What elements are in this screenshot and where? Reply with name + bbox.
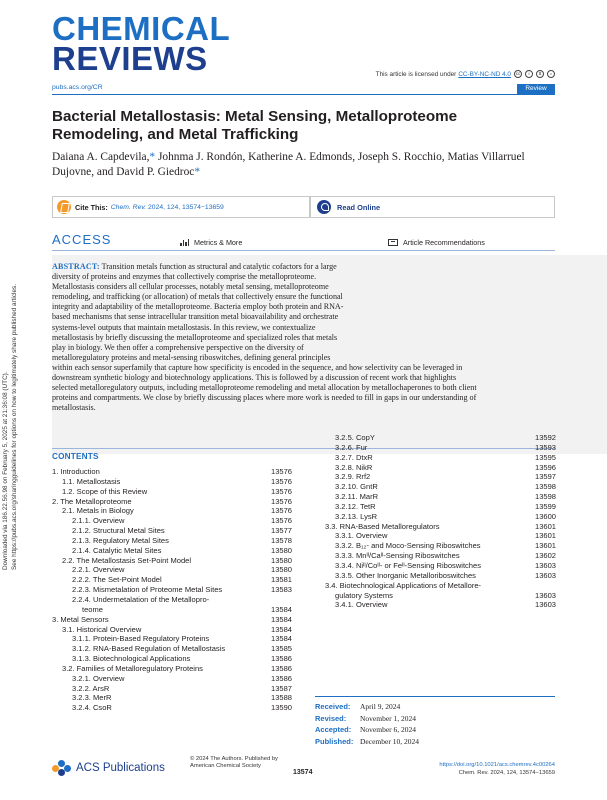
- document-icon: [388, 239, 398, 246]
- author-first[interactable]: Daiana A. Capdevila,: [52, 151, 150, 163]
- footer-citation: [439, 762, 555, 777]
- toc-entry-label[interactable]: 3. Metal Sensors: [52, 614, 109, 624]
- corresponding-author-mark[interactable]: *: [149, 151, 156, 163]
- toc-entry[interactable]: [52, 497, 292, 507]
- abstract-line: based mechanisms that sense intracellular transition metal bioavailability and orchestrate: [52, 312, 339, 322]
- toc-entry-page: 13593: [535, 442, 556, 452]
- toc-entry-page: 13603: [535, 560, 556, 570]
- read-online-icon: [317, 200, 331, 214]
- toc-entry[interactable]: [52, 556, 292, 566]
- toc-entry-page: 13590: [271, 703, 292, 713]
- bar-chart-icon: [180, 239, 189, 246]
- toc-entry-label[interactable]: 3.1. Historical Overview: [62, 624, 142, 634]
- toc-entry-label[interactable]: 2.1.1. Overview: [72, 516, 125, 526]
- toc-entry[interactable]: [315, 433, 556, 443]
- metrics-label: Metrics & More: [194, 238, 243, 247]
- toc-entry-label[interactable]: 2.2.2. The Set-Point Model: [72, 575, 162, 585]
- toc-entry[interactable]: [52, 595, 292, 605]
- toc-entry[interactable]: [315, 463, 556, 473]
- toc-entry[interactable]: [52, 536, 292, 546]
- toc-entry-label[interactable]: 3.2.12. TetR: [335, 501, 376, 511]
- toc-entry-page: 13578: [271, 535, 292, 545]
- toc-entry-label[interactable]: 2.2.4. Undermetalation of the Metallopro-: [72, 594, 210, 604]
- toc-entry[interactable]: [52, 585, 292, 595]
- copyright-notice: [190, 756, 300, 770]
- journal-citation: Chem. Rev. 2024, 124, 13574−13659: [458, 769, 555, 776]
- toc-entry-label[interactable]: teome: [82, 604, 103, 614]
- toc-entry-page: 13596: [535, 462, 556, 472]
- toc-entry-label[interactable]: 3.4. Biotechnological Applications of Metallore-: [325, 580, 482, 590]
- toc-entry[interactable]: [52, 546, 292, 556]
- revised-date: November 1, 2024: [360, 713, 417, 723]
- toc-entry[interactable]: [52, 605, 292, 615]
- acs-publications-logo[interactable]: [52, 760, 165, 776]
- received-label: Received:: [315, 702, 351, 711]
- toc-entry[interactable]: [52, 674, 292, 684]
- download-notice-line1: Downloaded via 186.22.56.98 on February 5, 2025 at 21:36:08 (UTC).: [2, 371, 9, 570]
- toc-entry-page: 13601: [535, 541, 556, 551]
- toc-entry-page: 13584: [271, 614, 292, 624]
- download-notice: [2, 240, 36, 570]
- cite-ref-rest: 2024, 124, 13574−13659: [146, 203, 224, 211]
- accepted-row: [315, 724, 555, 736]
- abstract: [52, 262, 555, 413]
- toc-entry[interactable]: [52, 693, 292, 703]
- toc-entry[interactable]: [52, 526, 292, 536]
- toc-entry-page: 13584: [271, 604, 292, 614]
- abstract-line: metallostasis.: [52, 403, 96, 413]
- toc-entry-page: 13603: [535, 570, 556, 580]
- toc-entry-label[interactable]: 3.2.4. CsoR: [72, 703, 112, 713]
- article-title: Bacterial Metallostasis: Metal Sensing, Metalloproteome Remodeling, and Metal Trafficking: [52, 108, 458, 143]
- toc-entry-label[interactable]: 3.2.11. MarR: [335, 492, 379, 502]
- abstract-line: diversity of proteins and enzymes that collectively comprise the metalloproteome.: [52, 272, 317, 282]
- toc-entry-label[interactable]: 2.1.4. Catalytic Metal Sites: [72, 545, 162, 555]
- toc-entry-page: 13576: [271, 486, 292, 496]
- toc-entry-label[interactable]: gulatory Systems: [335, 590, 393, 600]
- author-rest[interactable]: Johnma J. Rondón, Katherine A. Edmonds, Joseph S. Rocchio, Matias Villarruel Dujovne, and David P. Giedroc: [52, 151, 525, 178]
- toc-entry-page: 13584: [271, 624, 292, 634]
- toc-entry[interactable]: [315, 561, 556, 571]
- toc-entry-page: 13586: [271, 663, 292, 673]
- toc-entry-label[interactable]: 3.2.8. NikR: [335, 462, 373, 472]
- toc-entry[interactable]: [52, 615, 292, 625]
- toc-entry-label[interactable]: 2.2.3. Mismetalation of Proteome Metal Sites: [72, 585, 223, 595]
- toc-entry[interactable]: [315, 453, 556, 463]
- journal-logo[interactable]: [52, 10, 242, 77]
- toc-entry[interactable]: [315, 502, 556, 512]
- license-notice: [376, 70, 555, 78]
- read-online-label: Read Online: [337, 202, 381, 212]
- toc-entry-label[interactable]: 3.2.7. DtxR: [335, 452, 373, 462]
- toc-entry-page: 13598: [535, 492, 556, 502]
- toc-entry[interactable]: [52, 565, 292, 575]
- toc-entry-label[interactable]: 2.1.3. Regulatory Metal Sites: [72, 535, 169, 545]
- access-bar: [52, 232, 555, 252]
- license-text: This article is licensed under: [375, 70, 457, 78]
- toc-entry-label[interactable]: 3.2.9. Rrf2: [335, 472, 371, 482]
- cc-nc-icon: $: [536, 70, 544, 78]
- toc-right-column: [315, 433, 556, 610]
- author-list: [52, 150, 552, 180]
- toc-entry-page: 13603: [535, 590, 556, 600]
- toc-entry-label[interactable]: 3.1.2. RNA-Based Regulation of Metallostasis: [72, 644, 226, 654]
- toc-entry-label[interactable]: 1. Introduction: [52, 467, 100, 476]
- abstract-line: [52, 262, 405, 272]
- abstract-line: systems-level outputs that maintain metallostasis. In this review, we contextualize: [52, 322, 316, 332]
- toc-left-column: [52, 467, 292, 713]
- toc-entry[interactable]: [52, 487, 292, 497]
- published-row: [315, 736, 555, 748]
- copyright-line2: American Chemical Society: [190, 763, 261, 769]
- toc-entry-page: 13576: [271, 496, 292, 506]
- toc-entry[interactable]: [315, 591, 556, 601]
- received-row: [315, 701, 555, 713]
- abstract-line: metallostasis by briefly discussing the metalloproteome and specialized roles that metals: [52, 332, 338, 342]
- toc-entry-label[interactable]: 3.3.4. Niᴵᴵ/Coᴵᴵ- or Feᴵᴵ-Sensing Riboswitches: [335, 560, 481, 570]
- abstract-line: selected metalloregulatory outputs, including metalloproteome remodeling and metal allocation by metallochaperones to both client: [52, 383, 477, 393]
- toc-entry-label[interactable]: 3.3.1. Overview: [335, 531, 388, 541]
- toc-entry-label[interactable]: 3.4.1. Overview: [335, 600, 388, 610]
- abstract-line: within each sensor superfamily that capture how specificity is encoded in the sequence, and how selectivity can be leveraged in: [52, 362, 463, 372]
- toc-entry-label[interactable]: 3.2.13. LysR: [335, 511, 378, 521]
- toc-entry[interactable]: [315, 482, 556, 492]
- article-recommendations-link[interactable]: [388, 238, 485, 247]
- abstract-text: Transition metals function as structural and catalytic cofactors for a large: [101, 262, 337, 271]
- published-label: Published:: [315, 736, 354, 746]
- toc-entry-page: 13588: [271, 693, 292, 703]
- copyright-line1: © 2024 The Authors. Published by: [190, 756, 278, 762]
- acs-logo-icon: [52, 760, 72, 776]
- cite-label: Cite This:: [75, 202, 108, 212]
- toc-entry-page: 13585: [271, 644, 292, 654]
- received-date: April 9, 2024: [360, 702, 401, 711]
- license-link[interactable]: CC-BY-NC-ND 4.0: [458, 70, 511, 78]
- toc-entry[interactable]: [52, 625, 292, 635]
- toc-entry-label[interactable]: 3.3. RNA-Based Metalloregulators: [325, 521, 440, 531]
- toc-entry-label[interactable]: 3.3.3. Mnᴵᴵ/Caᴵᴵ-Sensing Riboswitches: [335, 551, 460, 561]
- toc-entry-label[interactable]: 2.2.1. Overview: [72, 565, 125, 575]
- toc-entry[interactable]: [52, 654, 292, 664]
- toc-entry-label[interactable]: 3.1.1. Protein-Based Regulatory Proteins: [72, 634, 210, 644]
- cite-reference[interactable]: [111, 204, 224, 211]
- header-divider: [52, 94, 555, 95]
- abstract-line: play in biology. We then offer a comprehensive perspective on the diversity of: [52, 342, 304, 352]
- toc-entry[interactable]: [52, 516, 292, 526]
- toc-entry[interactable]: [315, 581, 556, 591]
- toc-entry[interactable]: [52, 467, 292, 477]
- doi-link[interactable]: https://doi.org/10.1021/acs.chemrev.4c00264: [439, 762, 555, 768]
- toc-entry[interactable]: [315, 492, 556, 502]
- cc-nd-icon: =: [547, 70, 555, 78]
- cite-this-box[interactable]: [52, 196, 310, 218]
- toc-entry-page: 13601: [535, 531, 556, 541]
- toc-entry-page: 13576: [271, 506, 292, 516]
- toc-entry-label[interactable]: 3.2.6. Fur: [335, 442, 368, 452]
- toc-entry[interactable]: [315, 531, 556, 541]
- toc-entry[interactable]: [52, 703, 292, 713]
- abstract-line: downstream synthetic biology and biotechnology applications. This is followed by a discussion of recent work that highlights: [52, 373, 457, 383]
- toc-entry[interactable]: [315, 512, 556, 522]
- toc-entry-page: 13586: [271, 673, 292, 683]
- toc-entry-page: 13601: [535, 521, 556, 531]
- cc-icon: cc: [515, 71, 521, 76]
- toc-entry-page: 13584: [271, 634, 292, 644]
- toc-entry-label[interactable]: 2.1.2. Structural Metal Sites: [72, 526, 165, 536]
- cc-by-icon: i: [525, 70, 533, 78]
- corresponding-author-mark-2[interactable]: *: [194, 166, 201, 178]
- toc-entry-label[interactable]: 3.2.2. ArsR: [72, 683, 110, 693]
- toc-entry-page: 13576: [271, 476, 292, 486]
- published-date: December 10, 2024: [360, 736, 419, 746]
- journal-logo-line1: CHEMICAL: [52, 10, 231, 47]
- toc-entry-label[interactable]: 3.2.5. CopY: [335, 433, 375, 442]
- abstract-line: metalloregulatory proteins and metal-sensing riboswitches, defining general principles: [52, 352, 331, 362]
- toc-entry[interactable]: [52, 477, 292, 487]
- toc-entry[interactable]: [315, 472, 556, 482]
- abstract-line: proteins and compartments. We close by briefly discussing places where more work is needed to fill in gaps in our understanding of: [52, 393, 477, 403]
- cite-icon: [57, 200, 71, 214]
- toc-entry[interactable]: [315, 600, 556, 610]
- toc-entry[interactable]: [52, 664, 292, 674]
- toc-entry-label[interactable]: 3.1.3. Biotechnological Applications: [72, 654, 191, 664]
- toc-entry[interactable]: [315, 551, 556, 561]
- abstract-label: ABSTRACT:: [52, 262, 100, 271]
- toc-entry-label[interactable]: 3.2.1. Overview: [72, 673, 125, 683]
- toc-entry[interactable]: [315, 571, 556, 581]
- toc-entry-page: 13580: [271, 555, 292, 565]
- download-notice-line2: See https://pubs.acs.org/sharingguidelines for options on how to legitimately share published articles.: [10, 284, 18, 570]
- journal-logo-line2: REVIEWS: [52, 40, 208, 77]
- toc-entry-page: 13587: [271, 683, 292, 693]
- recommendations-label: Article Recommendations: [403, 238, 485, 247]
- toc-entry-page: 13592: [535, 433, 556, 442]
- read-online-button[interactable]: [310, 196, 555, 218]
- toc-entry-page: 13583: [271, 585, 292, 595]
- toc-entry-label[interactable]: 3.2.10. GntR: [335, 482, 378, 492]
- toc-entry-page: 13580: [271, 565, 292, 575]
- access-divider: [52, 250, 555, 251]
- toc-entry-page: 13586: [271, 654, 292, 664]
- toc-entry[interactable]: [52, 684, 292, 694]
- toc-entry-label[interactable]: 3.3.5. Other Inorganic Metalloriboswitches: [335, 570, 476, 580]
- toc-entry-page: 13599: [535, 501, 556, 511]
- toc-entry-label[interactable]: 2.2. The Metallostasis Set-Point Model: [62, 555, 192, 565]
- article-type-badge: Review: [517, 84, 555, 94]
- contents-title: CONTENTS: [52, 452, 99, 461]
- revised-row: [315, 713, 555, 725]
- toc-entry-page: 13576: [271, 467, 292, 476]
- toc-entry-label[interactable]: 3.2.3. MerR: [72, 693, 112, 703]
- toc-entry-page: 13600: [535, 511, 556, 521]
- access-label: ACCESS: [52, 232, 112, 247]
- toc-entry[interactable]: [52, 506, 292, 516]
- toc-entry-label[interactable]: 3.2. Families of Metalloregulatory Proteins: [62, 663, 203, 673]
- accepted-date: November 6, 2024: [360, 725, 417, 734]
- toc-entry[interactable]: [52, 644, 292, 654]
- article-history: [315, 696, 555, 747]
- toc-entry-page: 13603: [535, 600, 556, 610]
- toc-entry-label[interactable]: 3.3.2. B₁₂- and Moco-Sensing Riboswitches: [335, 541, 481, 551]
- metrics-link[interactable]: [180, 238, 242, 247]
- abstract-line: Metallostasis considers all cellular processes, notably metal sensing, metalloproteome: [52, 282, 329, 292]
- toc-entry[interactable]: [315, 541, 556, 551]
- toc-entry-label[interactable]: 2. The Metalloproteome: [52, 496, 132, 506]
- abstract-line: integrity and adaptability of the metalloproteome. Bacteria employ both protein and RNA-: [52, 302, 344, 312]
- toc-entry-page: 13576: [271, 516, 292, 526]
- page-number: 13574: [293, 769, 313, 776]
- accepted-label: Accepted:: [315, 725, 352, 734]
- toc-entry-page: 13580: [271, 545, 292, 555]
- toc-entry[interactable]: [52, 575, 292, 585]
- cite-journal: Chem. Rev.: [110, 203, 147, 211]
- toc-entry-label[interactable]: 2.1. Metals in Biology: [62, 506, 134, 516]
- journal-url[interactable]: pubs.acs.org/CR: [52, 84, 103, 91]
- toc-entry-page: 13577: [271, 526, 292, 536]
- toc-entry-page: 13595: [535, 452, 556, 462]
- abstract-line: remodeling, and trafficking (or allocation) of metals that collectively ensure the functional: [52, 292, 343, 302]
- toc-entry[interactable]: [52, 634, 292, 644]
- toc-entry-page: 13597: [535, 472, 556, 482]
- toc-entry-page: 13602: [535, 551, 556, 561]
- toc-entry[interactable]: [315, 443, 556, 453]
- revised-label: Revised:: [315, 713, 347, 723]
- acs-publications-text: ACS Publications: [76, 762, 165, 774]
- toc-entry-label[interactable]: 1.1. Metallostasis: [62, 476, 121, 486]
- toc-entry-label[interactable]: 1.2. Scope of this Review: [62, 486, 148, 496]
- toc-entry-page: 13598: [535, 482, 556, 492]
- toc-entry-page: 13581: [271, 575, 292, 585]
- toc-entry[interactable]: [315, 522, 556, 532]
